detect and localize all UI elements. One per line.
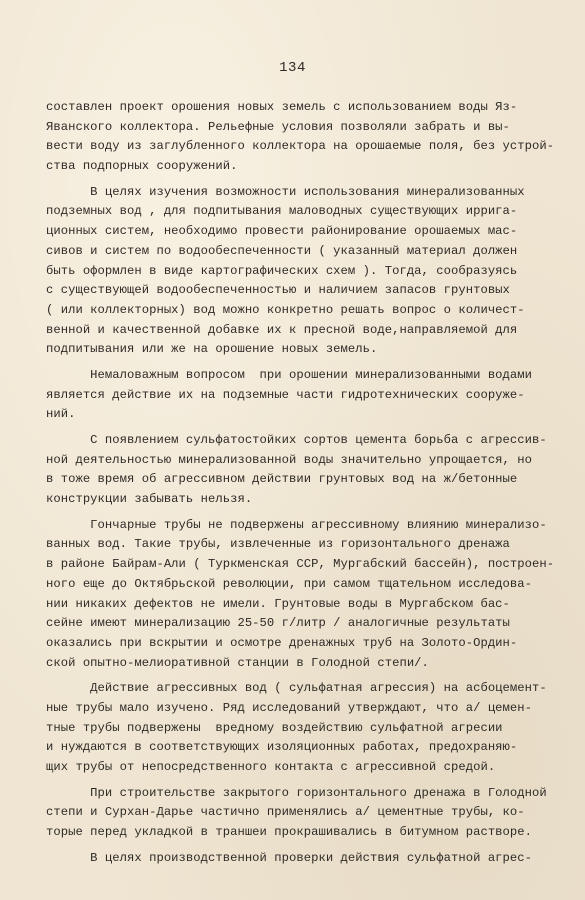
text-line: ного еще до Октябрьской революции, при самом тщательном исследова- — [46, 576, 533, 591]
text-line: Действие агрессивных вод ( сульфатная агрессия) на асбоцемент- — [46, 681, 547, 696]
text-line: составлен проект орошения новых земель с использованием воды Яз- — [46, 100, 518, 114]
text-line: оказались при вскрытии и осмотре дренажных труб на Золото-Ордин- — [46, 635, 518, 650]
text-line: сивов и систем по водообеспеченности ( указанный материал должен — [46, 243, 518, 258]
text-line: ванных вод. Такие трубы, извлеченные из горизонтального дренажа — [46, 537, 510, 552]
paragraph — [46, 183, 566, 360]
text-line: быть оформлен в виде картографических схем ). Тогда, сообразуясь — [46, 263, 518, 278]
paragraph — [46, 784, 566, 843]
paragraph — [46, 849, 566, 869]
text-line: ные трубы мало изучено. Ряд исследований утверждают, что а/ цемен- — [46, 700, 533, 715]
text-line: является действие их на подземные части гидротехнических сооруже- — [46, 387, 525, 402]
text-line: тные трубы подвержены вредному воздействию сульфатной агресии — [46, 720, 503, 735]
text-line: ной деятельностью минерализованной воды значительно упрощается, но — [46, 452, 533, 467]
text-line: нии никаких дефектов не имели. Грунтовые воды в Мургабском бас- — [46, 596, 510, 611]
paragraph — [46, 98, 566, 177]
body-text — [46, 98, 566, 874]
text-line: подземных вод , для подпитывания маловодных существующих ирригa- — [46, 204, 518, 219]
text-line: степи и Сурхан-Дарье частично применялись а/ цементные трубы, ко- — [46, 805, 525, 820]
text-line: ний. — [46, 407, 76, 422]
paragraph — [46, 679, 566, 777]
paragraph — [46, 516, 566, 674]
text-line: Немаловажным вопросом при орошении минерализованными водами — [46, 367, 533, 382]
text-line: сейне имеют минерализацию 25-50 г/литр / аналогичные результаты — [46, 616, 510, 631]
text-line: Гончарные трубы не подвержены агрессивному влиянию минерализо- — [46, 517, 547, 532]
text-line: В целях производственной проверки действия сульфатной агрес- — [46, 850, 533, 865]
text-line: ционных систем, необходимо провести районирование орошаемых мас- — [46, 224, 518, 239]
text-line: При строительстве закрытого горизонтального дренажа в Голодной — [46, 785, 547, 800]
text-line: ской опытно-мелиоративной станции в Голодной степи/. — [46, 655, 429, 670]
text-line: торые перед укладкой в траншеи прокрашивались в битумном растворе. — [46, 825, 533, 840]
text-line: в районе Байрам-Али ( Туркменская ССР, Мургабский бассейн), построен- — [46, 557, 555, 572]
text-line: в тоже время об агрессивном действии грунтовых вод на ж/бетонные — [46, 472, 518, 487]
text-line: В целях изучения возможности использования минерализованных — [46, 184, 525, 199]
text-line: и нуждаются в соответствующих изоляционных работах, предохраняю- — [46, 740, 518, 755]
text-line: конструкции забывать нельзя. — [46, 492, 253, 507]
paragraph — [46, 366, 566, 425]
text-line: подпитывания или же на орошение новых земель. — [46, 342, 378, 357]
text-line: Яванского коллектора. Рельефные условия позволяли забрать и вы- — [46, 119, 510, 134]
paragraph — [46, 431, 566, 510]
text-line: щих трубы от непосредственного контакта с агрессивной средой. — [46, 760, 496, 774]
text-line: с существующей водообеспеченностью и наличием запасов грунтовых — [46, 283, 510, 298]
text-line: С появлением сульфатостойких сортов цемента борьба с агрессив- — [46, 433, 547, 447]
text-line: ства подпорных сооружений. — [46, 159, 238, 174]
text-line: вести воду из заглубленного коллектора на орошаемые поля, без устрой- — [46, 139, 555, 154]
text-line: венной и качественной добавке их к пресной воде,направляемой для — [46, 322, 518, 337]
text-line: ( или коллекторных) вод можно конкретно решать вопрос о количест- — [46, 302, 525, 317]
page-number: 134 — [279, 60, 306, 76]
